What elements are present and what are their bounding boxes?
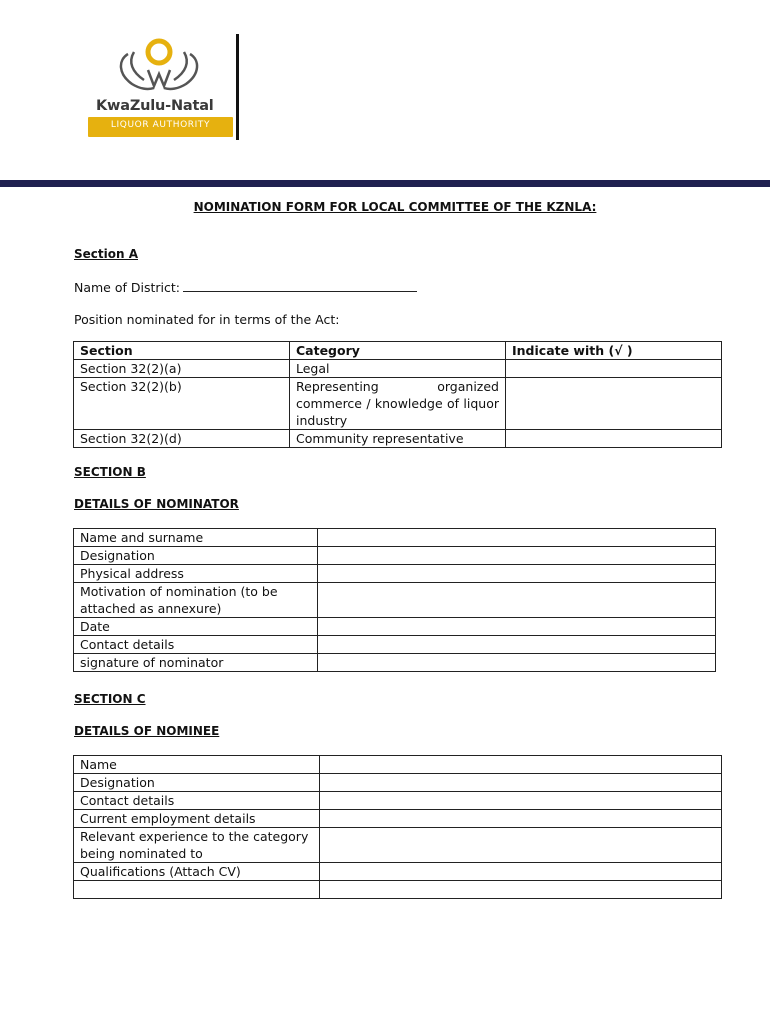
- field-label: Relevant experience to the category being nominated to: [74, 828, 320, 863]
- table-header-row: [74, 342, 722, 360]
- table-row: [74, 881, 722, 899]
- logo-divider: [236, 34, 239, 140]
- field-label: Contact details: [74, 792, 320, 810]
- field-label: Contact details: [74, 636, 318, 654]
- field-value[interactable]: [320, 756, 722, 774]
- field-label: Physical address: [74, 565, 318, 583]
- section-cell: Section 32(2)(d): [74, 430, 290, 448]
- table-row: [74, 547, 716, 565]
- indicate-cell[interactable]: [506, 360, 722, 378]
- field-label: Name: [74, 756, 320, 774]
- table-row: [74, 792, 722, 810]
- position-table: [73, 341, 722, 448]
- category-cell: Representing organized commerce / knowledge of liquor industry: [290, 378, 506, 430]
- field-value[interactable]: [320, 810, 722, 828]
- field-value[interactable]: [318, 565, 716, 583]
- table-row: [74, 360, 722, 378]
- logo-name: KwaZulu-Natal: [96, 98, 214, 114]
- field-label: Current employment details: [74, 810, 320, 828]
- field-value[interactable]: [320, 792, 722, 810]
- form-title: NOMINATION FORM FOR LOCAL COMMITTEE OF THE KZNLA:: [193, 200, 597, 214]
- field-value[interactable]: [320, 828, 722, 863]
- hands-logo-icon: [88, 36, 238, 100]
- col-indicate-header: Indicate with (√ ): [506, 342, 722, 360]
- nominee-table: [73, 755, 722, 899]
- table-row: [74, 636, 716, 654]
- district-input-line[interactable]: [183, 290, 417, 292]
- field-label: signature of nominator: [74, 654, 318, 672]
- table-row: [74, 529, 716, 547]
- field-label: Qualifications (Attach CV): [74, 863, 320, 881]
- section-b-heading: SECTION B: [74, 465, 146, 479]
- table-row: [74, 583, 716, 618]
- field-value[interactable]: [318, 654, 716, 672]
- section-cell: Section 32(2)(b): [74, 378, 290, 430]
- col-category-header: Category: [290, 342, 506, 360]
- position-label: Position nominated for in terms of the Act:: [74, 312, 340, 327]
- table-row: [74, 565, 716, 583]
- col-section-header: Section: [74, 342, 290, 360]
- table-row: [74, 863, 722, 881]
- table-row: [74, 810, 722, 828]
- table-row: [74, 756, 722, 774]
- logo-subtitle: LIQUOR AUTHORITY: [110, 120, 211, 130]
- nominee-heading: DETAILS OF NOMINEE: [74, 724, 220, 738]
- nominator-table: [73, 528, 716, 672]
- section-cell: Section 32(2)(a): [74, 360, 290, 378]
- field-value[interactable]: [318, 583, 716, 618]
- table-row: [74, 654, 716, 672]
- nominator-heading: DETAILS OF NOMINATOR: [74, 497, 239, 511]
- field-label: Designation: [74, 547, 318, 565]
- category-cell: Community representative: [290, 430, 506, 448]
- field-value[interactable]: [320, 881, 722, 899]
- indicate-cell[interactable]: [506, 430, 722, 448]
- district-label: Name of District:: [74, 280, 180, 295]
- field-value[interactable]: [318, 529, 716, 547]
- district-field[interactable]: [74, 280, 417, 295]
- table-row: [74, 378, 722, 430]
- field-label: Designation: [74, 774, 320, 792]
- table-row: [74, 774, 722, 792]
- table-row: [74, 430, 722, 448]
- field-label: Motivation of nomination (to be attached as annexure): [74, 583, 318, 618]
- table-row: [74, 618, 716, 636]
- header-band: [0, 180, 770, 187]
- field-value[interactable]: [318, 636, 716, 654]
- table-row: [74, 828, 722, 863]
- indicate-cell[interactable]: [506, 378, 722, 430]
- section-c-heading: SECTION C: [74, 692, 146, 706]
- field-value[interactable]: [320, 774, 722, 792]
- section-a-heading: Section A: [74, 247, 138, 261]
- category-cell: Legal: [290, 360, 506, 378]
- field-label: Name and surname: [74, 529, 318, 547]
- field-value[interactable]: [320, 863, 722, 881]
- field-label: [74, 881, 320, 899]
- field-label: Date: [74, 618, 318, 636]
- field-value[interactable]: [318, 618, 716, 636]
- field-value[interactable]: [318, 547, 716, 565]
